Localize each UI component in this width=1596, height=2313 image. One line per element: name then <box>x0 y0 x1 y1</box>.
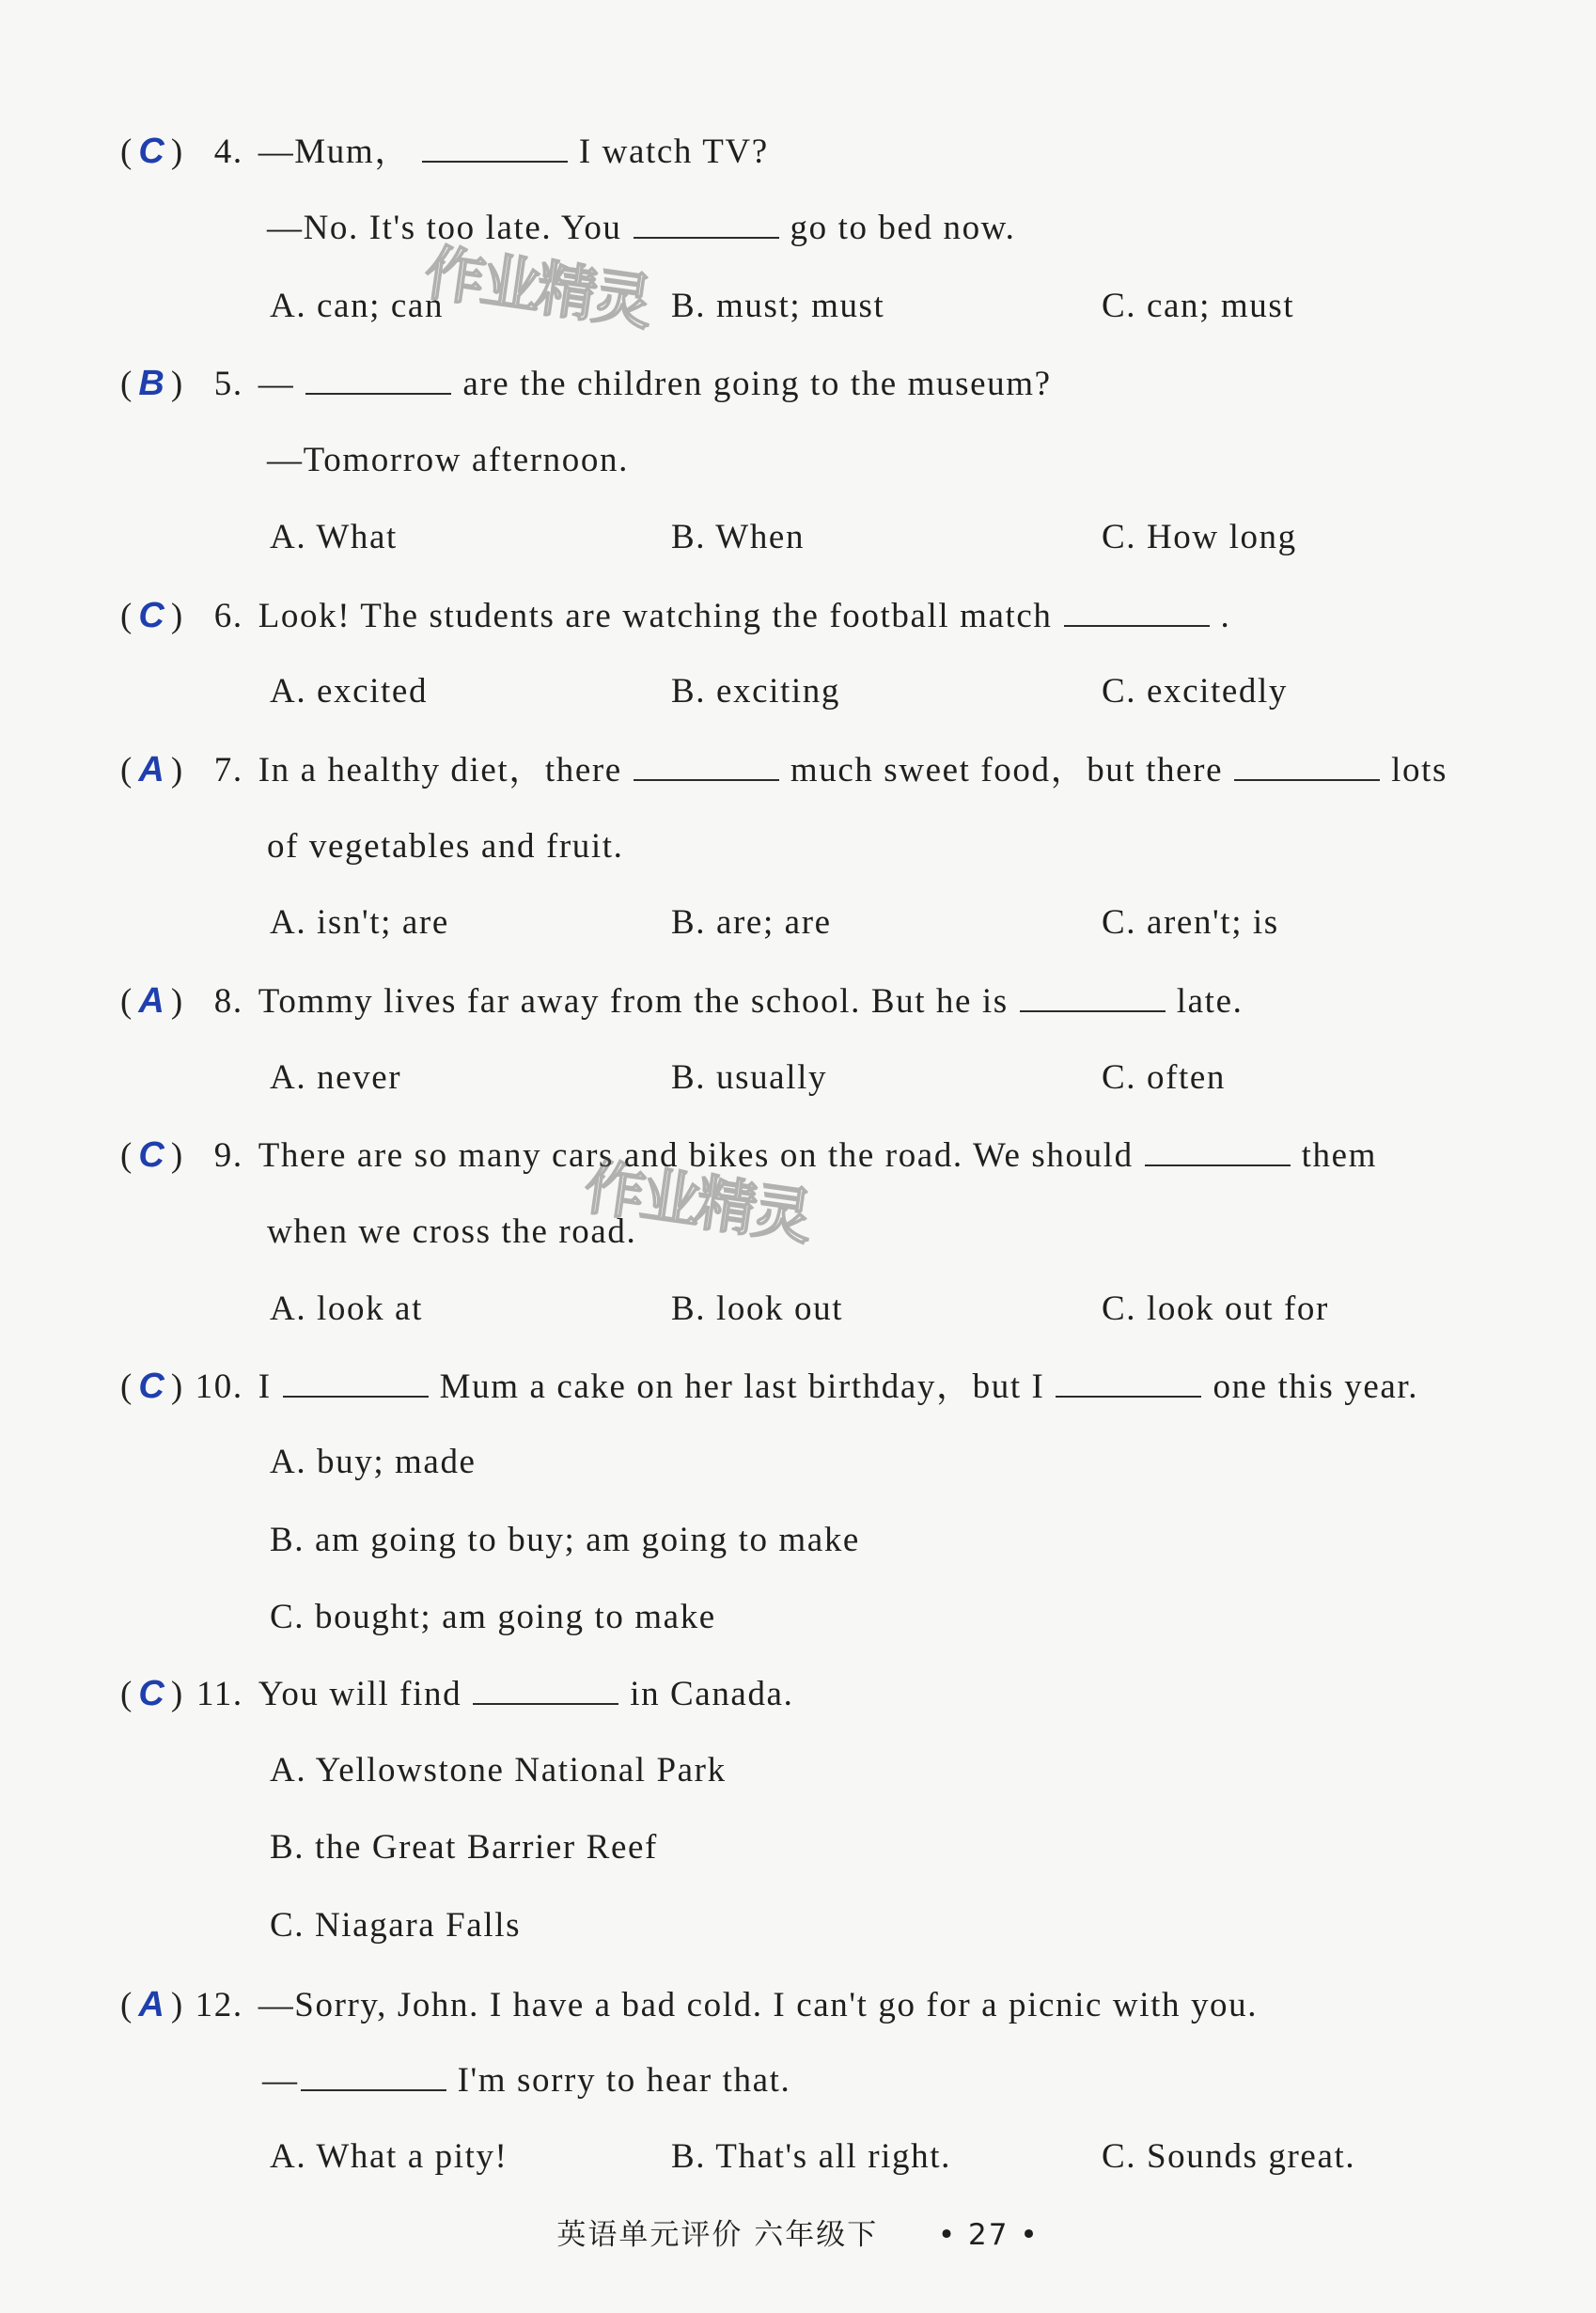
question-9-line-2: when we cross the road. <box>267 1212 637 1251</box>
blank <box>283 1367 429 1398</box>
question-number: 8. <box>213 982 243 1021</box>
watermark-logo: 作业精灵 <box>580 1152 814 1254</box>
option-b: B. am going to buy; am going to make <box>270 1521 860 1559</box>
blank <box>1145 1136 1291 1166</box>
option-b: B. When <box>671 518 806 556</box>
question-number: 10. <box>195 1367 243 1406</box>
page-footer <box>0 2211 1596 2253</box>
option-b: B. usually <box>671 1058 828 1097</box>
option-b: B. look out <box>671 1289 844 1328</box>
question-number: 6. <box>213 597 243 635</box>
answer-letter: A <box>138 981 166 1021</box>
answer-letter: C <box>138 132 166 171</box>
option-c: C. bought; am going to make <box>270 1598 716 1636</box>
question-11-stem: ( C ) 11. You will find in Canada. <box>120 1670 793 1718</box>
answer-letter: C <box>138 596 166 635</box>
option-c: C. often <box>1102 1058 1227 1097</box>
answer-letter: C <box>138 1135 166 1175</box>
question-8-stem: ( A ) 8. Tommy lives far away from the school. But he is late. <box>120 977 1243 1025</box>
question-12-stem: ( A ) 12. —Sorry, John. I have a bad cold. I can't go for a picnic with you. <box>120 1981 1258 2029</box>
option-c: C. How long <box>1102 518 1297 556</box>
question-5-stem: ( B ) 5. — are the children going to the museum? <box>120 360 1052 408</box>
blank <box>305 365 451 395</box>
option-a: A. isn't; are <box>270 903 449 942</box>
option-a: A. can; can <box>270 287 445 325</box>
question-number: 5. <box>213 365 243 403</box>
question-4-line-2: —No. It's too late. You go to bed now. <box>267 209 1016 247</box>
watermark-logo: 作业精灵 <box>420 238 654 339</box>
blank <box>634 751 779 781</box>
option-b: B. the Great Barrier Reef <box>270 1828 658 1867</box>
option-b: B. must; must <box>671 287 885 325</box>
option-b: B. are; are <box>671 903 832 942</box>
book-title: 英语单元评价 六年级下 <box>556 2218 879 2252</box>
question-4-stem: ( C ) 4. —Mum， I watch TV? <box>120 128 769 176</box>
option-c: C. can; must <box>1102 287 1295 325</box>
question-number: 4. <box>213 133 243 171</box>
question-7-line-2: of vegetables and fruit. <box>267 827 624 866</box>
question-10-stem: ( C ) 10. I Mum a cake on her last birthday，but I one this year. <box>120 1363 1418 1411</box>
blank <box>634 209 779 239</box>
blank <box>1234 751 1380 781</box>
blank <box>1056 1367 1201 1398</box>
question-5-line-2: —Tomorrow afternoon. <box>267 441 629 479</box>
question-number: 9. <box>213 1136 243 1175</box>
option-a: A. look at <box>270 1289 423 1328</box>
answer-letter: C <box>138 1367 166 1406</box>
option-c: C. excitedly <box>1102 672 1288 711</box>
page-number: • 27 • <box>937 2218 1040 2252</box>
question-12-line-2: — I'm sorry to hear that. <box>262 2061 791 2100</box>
question-6-stem: ( C ) 6. Look! The students are watching the football match . <box>120 592 1230 640</box>
option-a: A. What a pity! <box>270 2137 509 2176</box>
option-c: C. aren't; is <box>1102 903 1279 942</box>
option-c: C. Sounds great. <box>1102 2137 1356 2176</box>
question-number: 12. <box>195 1986 243 2024</box>
option-c: C. Niagara Falls <box>270 1906 522 1945</box>
option-a: A. never <box>270 1058 402 1097</box>
answer-letter: A <box>138 750 166 789</box>
option-a: A. excited <box>270 672 429 711</box>
answer-letter: B <box>138 364 166 403</box>
question-number: 11. <box>196 1675 243 1713</box>
question-7-stem: ( A ) 7. In a healthy diet，there much sweet food，but there lots <box>120 746 1447 794</box>
question-number: 7. <box>213 751 243 789</box>
option-c: C. look out for <box>1102 1289 1329 1328</box>
option-b: B. exciting <box>671 672 840 711</box>
blank <box>422 133 568 163</box>
blank <box>1020 982 1166 1012</box>
question-9-stem: ( C ) 9. There are so many cars and bikes on the road. We should them <box>120 1132 1377 1180</box>
blank <box>1064 597 1210 627</box>
option-a: A. What <box>270 518 398 556</box>
option-b: B. That's all right. <box>671 2137 951 2176</box>
answer-letter: A <box>138 1985 166 2024</box>
option-a: A. buy; made <box>270 1443 477 1481</box>
blank <box>473 1675 618 1705</box>
option-a: A. Yellowstone National Park <box>270 1751 727 1789</box>
blank <box>301 2061 446 2091</box>
answer-letter: C <box>138 1674 166 1713</box>
